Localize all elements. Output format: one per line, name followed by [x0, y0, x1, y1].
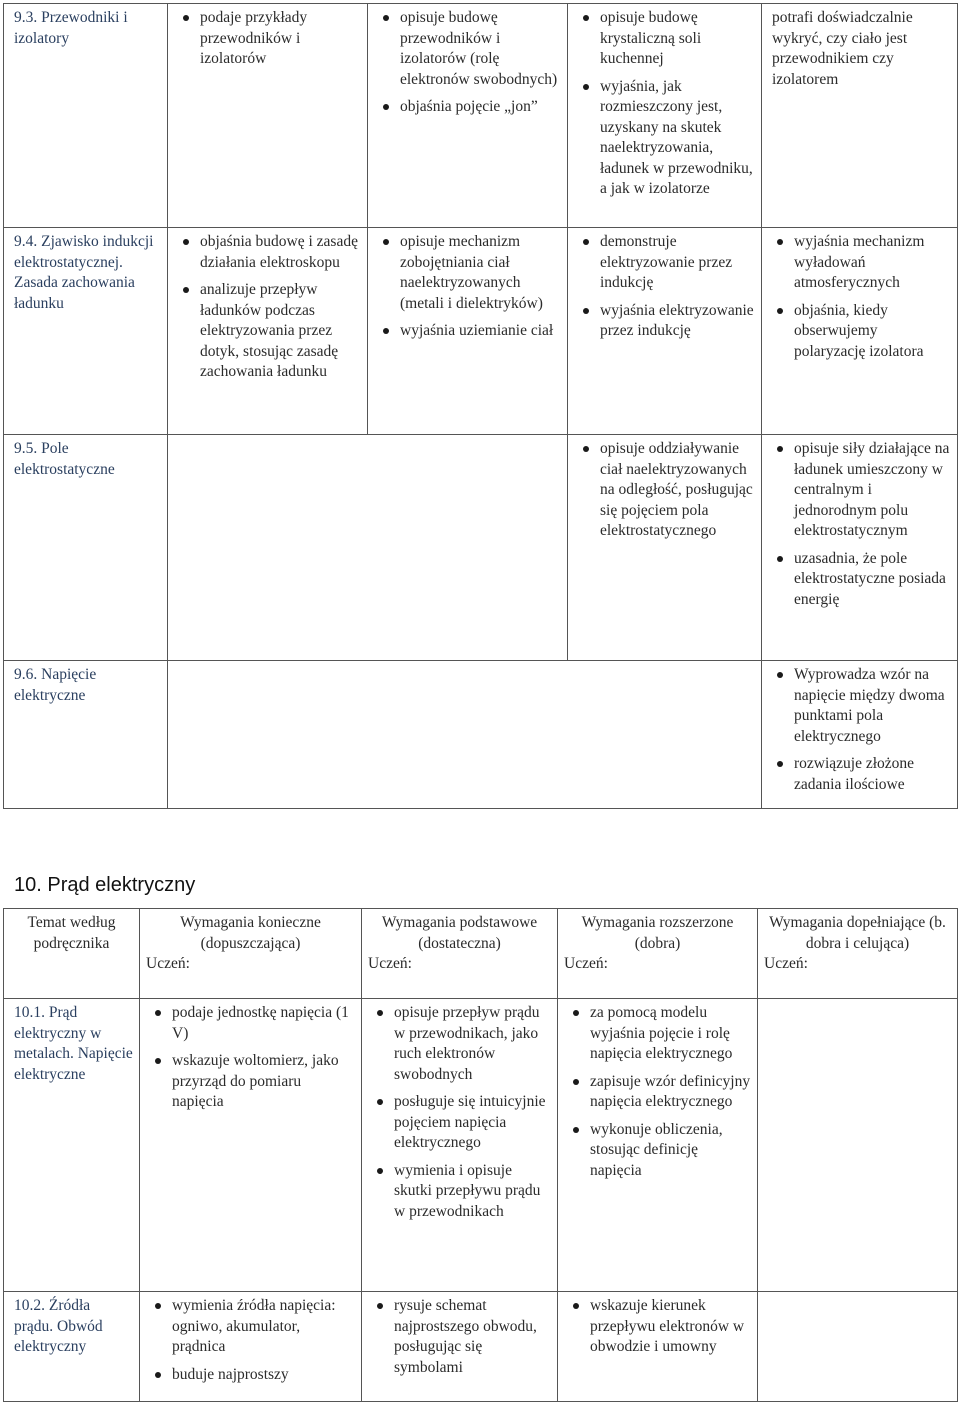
list-item: wymienia i opisuje skutki przepływu prądu w przewodnikach: [394, 1161, 551, 1223]
list-item: opisuje przepływ prądu w przewodnikach, jako ruch elektronów swobodnych: [394, 1003, 551, 1085]
requirement-cell-podstawowe: [368, 228, 568, 435]
table-header-row: [4, 909, 958, 999]
header-label: Wymagania rozszerzone (dobra): [581, 914, 734, 952]
requirement-cell-dopelniajace: [762, 4, 958, 228]
list-item: wyjaśnia, jak rozmieszczony jest, uzyskany na skutek naelektryzowania, ładunek w przewodniku, a jak w izolatorze: [600, 77, 755, 200]
list-item: podaje przykłady przewodników i izolatorów: [200, 8, 361, 70]
requirement-cell-podstawowe: [368, 4, 568, 228]
list-item: objaśnia pojęcie „jon”: [400, 97, 561, 118]
list-item: opisuje oddziaływanie ciał naelektryzowanych na odległość, posługując się pojęciem pola elektrostatycznego: [600, 439, 755, 542]
header-uczen: Uczeń:: [764, 955, 808, 972]
list-item: objaśnia budowę i zasadę działania elektroskopu: [200, 232, 361, 273]
header-rozszerzone: [558, 909, 758, 999]
list-item: zapisuje wzór definicyjny napięcia elektrycznego: [590, 1072, 751, 1113]
list-item: buduje najprostszy: [172, 1365, 355, 1386]
topic-cell: 9.5. Pole elektrostatyczne: [4, 435, 168, 661]
list-item: Wyprowadza wzór na napięcie między dwoma punktami pola elektrycznego: [794, 665, 951, 747]
requirement-cell-rozszerzone: [558, 1292, 758, 1402]
list-item: za pomocą modelu wyjaśnia pojęcie i rolę napięcia elektrycznego: [590, 1003, 751, 1065]
list-item: wyjaśnia mechanizm wyładowań atmosferycznych: [794, 232, 951, 294]
requirement-cell-konieczne: [168, 228, 368, 435]
header-label: Wymagania dopełniające (b. dobra i celująca): [769, 914, 946, 952]
list-item: rozwiązuje złożone zadania ilościowe: [794, 754, 951, 795]
requirement-cell-rozszerzone: [568, 4, 762, 228]
list-item: opisuje mechanizm zobojętniania ciał naelektryzowanych (metali i dielektryków): [400, 232, 561, 314]
topic-cell: 10.1. Prąd elektryczny w metalach. Napięcie elektryczne: [4, 999, 140, 1292]
requirement-cell-konieczne: [168, 4, 368, 228]
list-item: wymienia źródła napięcia: ogniwo, akumulator, prądnica: [172, 1296, 355, 1358]
table-row: [4, 661, 958, 809]
header-dopelniajace: [758, 909, 958, 999]
list-item: wykonuje obliczenia, stosując definicję napięcia: [590, 1120, 751, 1182]
topic-cell: 9.6. Napięcie elektryczne: [4, 661, 168, 809]
requirements-table-electric-current: [3, 908, 958, 1402]
table-row: [4, 435, 958, 661]
list-item: podaje jednostkę napięcia (1 V): [172, 1003, 355, 1044]
table-row: [4, 1292, 958, 1402]
list-item: wskazuje kierunek przepływu elektronów w obwodzie i umowny: [590, 1296, 751, 1358]
topic-cell: 9.4. Zjawisko indukcji elektrostatycznej. Zasada zachowania ładunku: [4, 228, 168, 435]
list-item: wyjaśnia elektryzowanie przez indukcję: [600, 301, 755, 342]
requirement-cell-rozszerzone: [558, 999, 758, 1292]
header-podstawowe: [362, 909, 558, 999]
requirement-text: potrafi doświadczalnie wykryć, czy ciało jest przewodnikiem czy izolatorem: [772, 9, 913, 88]
header-label: Wymagania konieczne (dopuszczająca): [180, 914, 321, 952]
list-item: rysuje schemat najprostszego obwodu, posługując się symbolami: [394, 1296, 551, 1378]
table-row: [4, 228, 958, 435]
list-item: objaśnia, kiedy obserwujemy polaryzację izolatora: [794, 301, 951, 363]
requirement-cell-dopelniajace: [758, 999, 958, 1292]
requirement-cell-rozszerzone: [568, 435, 762, 661]
topic-cell: 10.2. Źródła prądu. Obwód elektryczny: [4, 1292, 140, 1402]
list-item: analizuje przepływ ładunków podczas elektryzowania przez dotyk, stosując zasadę zachowania ładunku: [200, 280, 361, 383]
requirements-table-electrostatics: [3, 3, 958, 809]
list-item: opisuje budowę krystaliczną soli kuchennej: [600, 8, 755, 70]
list-item: opisuje budowę przewodników i izolatorów (rolę elektronów swobodnych): [400, 8, 561, 90]
section-title: 10. Prąd elektryczny: [14, 874, 196, 896]
list-item: wyjaśnia uziemianie ciał: [400, 321, 561, 342]
requirement-cell-podstawowe: [362, 999, 558, 1292]
header-label: Temat według podręcznika: [27, 914, 116, 952]
list-item: opisuje siły działające na ładunek umieszczony w centralnym i jednorodnym polu elektrostatycznym: [794, 439, 951, 542]
list-item: wskazuje woltomierz, jako przyrząd do pomiaru napięcia: [172, 1051, 355, 1113]
requirement-cell-empty: [168, 435, 568, 661]
requirement-cell-konieczne: [140, 1292, 362, 1402]
header-label: Wymagania podstawowe (dostateczna): [381, 914, 538, 952]
requirement-cell-dopelniajace: [758, 1292, 958, 1402]
table-row: [4, 4, 958, 228]
header-uczen: Uczeń:: [564, 955, 608, 972]
list-item: demonstruje elektryzowanie przez indukcję: [600, 232, 755, 294]
table-row: [4, 999, 958, 1292]
requirement-cell-dopelniajace: [762, 228, 958, 435]
requirement-cell-empty: [168, 661, 762, 809]
requirement-cell-dopelniajace: [762, 661, 958, 809]
topic-cell: 9.3. Przewodniki i izolatory: [4, 4, 168, 228]
header-uczen: Uczeń:: [146, 955, 190, 972]
requirement-cell-konieczne: [140, 999, 362, 1292]
header-uczen: Uczeń:: [368, 955, 412, 972]
list-item: uzasadnia, że pole elektrostatyczne posiada energię: [794, 549, 951, 611]
list-item: posługuje się intuicyjnie pojęciem napięcia elektrycznego: [394, 1092, 551, 1154]
header-konieczne: [140, 909, 362, 999]
header-topic: [4, 909, 140, 999]
requirement-cell-podstawowe: [362, 1292, 558, 1402]
requirement-cell-dopelniajace: [762, 435, 958, 661]
requirement-cell-rozszerzone: [568, 228, 762, 435]
